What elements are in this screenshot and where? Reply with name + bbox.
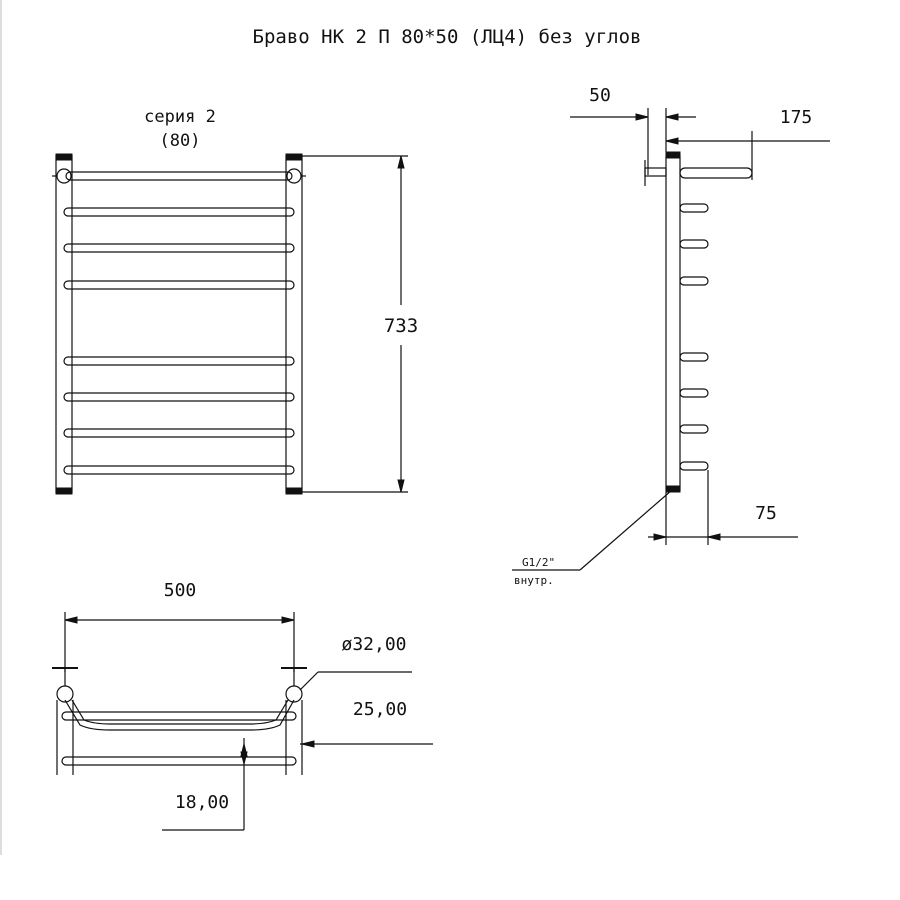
- plan-rung-upper: [62, 712, 296, 720]
- dim-50-label: 50: [589, 85, 611, 106]
- thread-sub-label: внутр.: [514, 574, 554, 587]
- front-view: [52, 107, 418, 494]
- thread-callout: [512, 490, 672, 587]
- rungs: [64, 208, 294, 474]
- drawing-title: Браво НК 2 П 80*50 (ЛЦ4) без углов: [252, 26, 642, 48]
- series-label: серия 2: [144, 107, 216, 127]
- width-label: 500: [163, 580, 197, 601]
- offset-label: 18,00: [174, 792, 230, 813]
- right-mount: [281, 668, 307, 775]
- left-mount: [52, 668, 78, 775]
- right-post: [286, 154, 302, 494]
- top-view: [52, 580, 433, 830]
- thread-label: G1/2": [522, 556, 556, 569]
- depth-label: 25,00: [352, 699, 408, 720]
- height-label: 733: [383, 315, 419, 337]
- side-top-dimensions: [570, 85, 830, 180]
- height-dimension: [300, 156, 418, 492]
- side-rungs: [680, 204, 708, 470]
- top-bar-curve: [65, 700, 294, 730]
- depth-callout: [300, 699, 433, 747]
- left-post: [56, 154, 72, 494]
- width-dimension: [65, 580, 294, 672]
- series-sub-label: (80): [159, 131, 201, 151]
- dim-75-label: 75: [755, 503, 777, 524]
- dim-175-label: 175: [779, 107, 813, 128]
- side-bottom-dimension: [648, 470, 798, 545]
- plan-rung-lower: [62, 757, 296, 765]
- diameter-callout: [300, 634, 412, 690]
- diameter-label: ø32,00: [341, 634, 407, 655]
- side-top-bar: [680, 168, 752, 178]
- offset-dimension: [162, 738, 247, 830]
- side-post: [645, 152, 680, 492]
- side-view: [512, 85, 830, 587]
- top-connection-bar: [52, 169, 306, 183]
